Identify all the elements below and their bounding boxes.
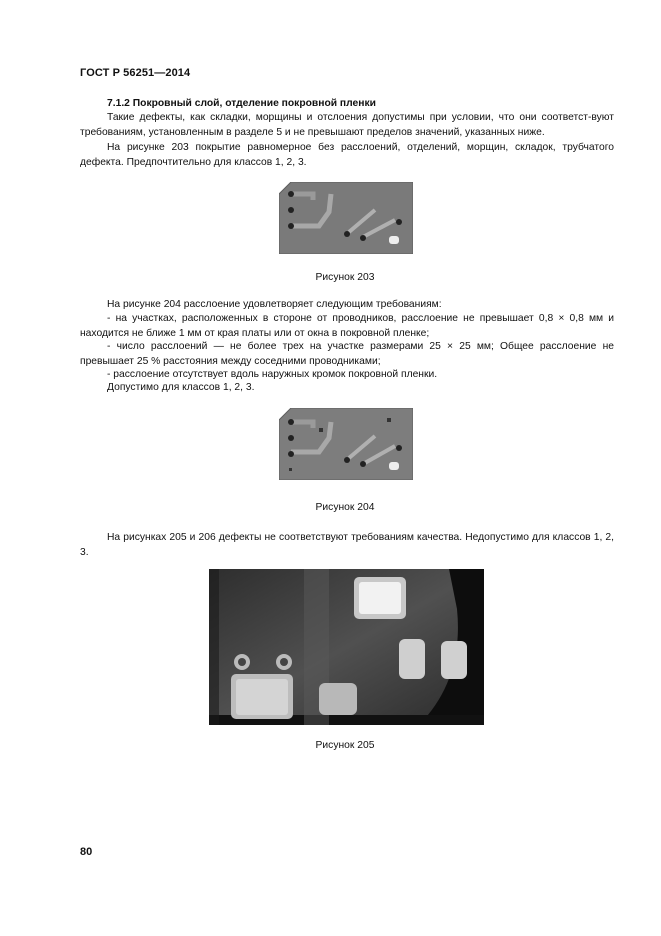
document-header: ГОСТ Р 56251—2014 [80,67,191,79]
requirement-item-3: - расслоение отсутствует вдоль наружных кромок покровной пленки. [107,369,438,380]
figure-204-caption: Рисунок 204 [315,502,375,513]
section-heading: 7.1.2 Покровный слой, отделение покровной пленки [107,98,376,109]
figure-203-caption: Рисунок 203 [315,272,375,283]
requirements-conclusion: Допустимо для классов 1, 2, 3. [107,382,255,393]
figure-204-image [279,408,413,480]
page-number: 80 [80,846,93,858]
requirement-item-1: - на участках, расположенных в стороне от проводников, расслоение не превышает 0,8 × 0,8 мм и находится не ближе 1 мм от края платы или от окна в покровной пленке; [80,313,614,339]
requirement-item-2: - число расслоений — не более трех на участке размерами 25 × 25 мм; Общее расслоение не превышает 25 % расстояния между соседними проводниками; [80,341,614,367]
requirements-intro: На рисунке 204 расслоение удовлетворяет следующим требованиям: [107,299,442,310]
paragraph-fig203-description: На рисунке 203 покрытие равномерное без расслоений, отделений, морщин, складок, трубчатого дефекта. Предпочтительно для классов 1, 2, 3. [80,142,614,168]
paragraph-nonconforming: На рисунках 205 и 206 дефекты не соответствуют требованиям качества. Недопустимо для классов 1, 2, 3. [80,532,614,558]
figure-203-image [279,182,413,254]
paragraph-defects-allowed: Такие дефекты, как складки, морщины и отслоения допустимы при условии, что они соответст-вуют требованиям, установленным в разделе 5 и не превышают пределов значений, указанных ниже. [80,112,614,138]
figure-205-image [209,569,484,725]
figure-205-caption: Рисунок 205 [315,740,375,751]
